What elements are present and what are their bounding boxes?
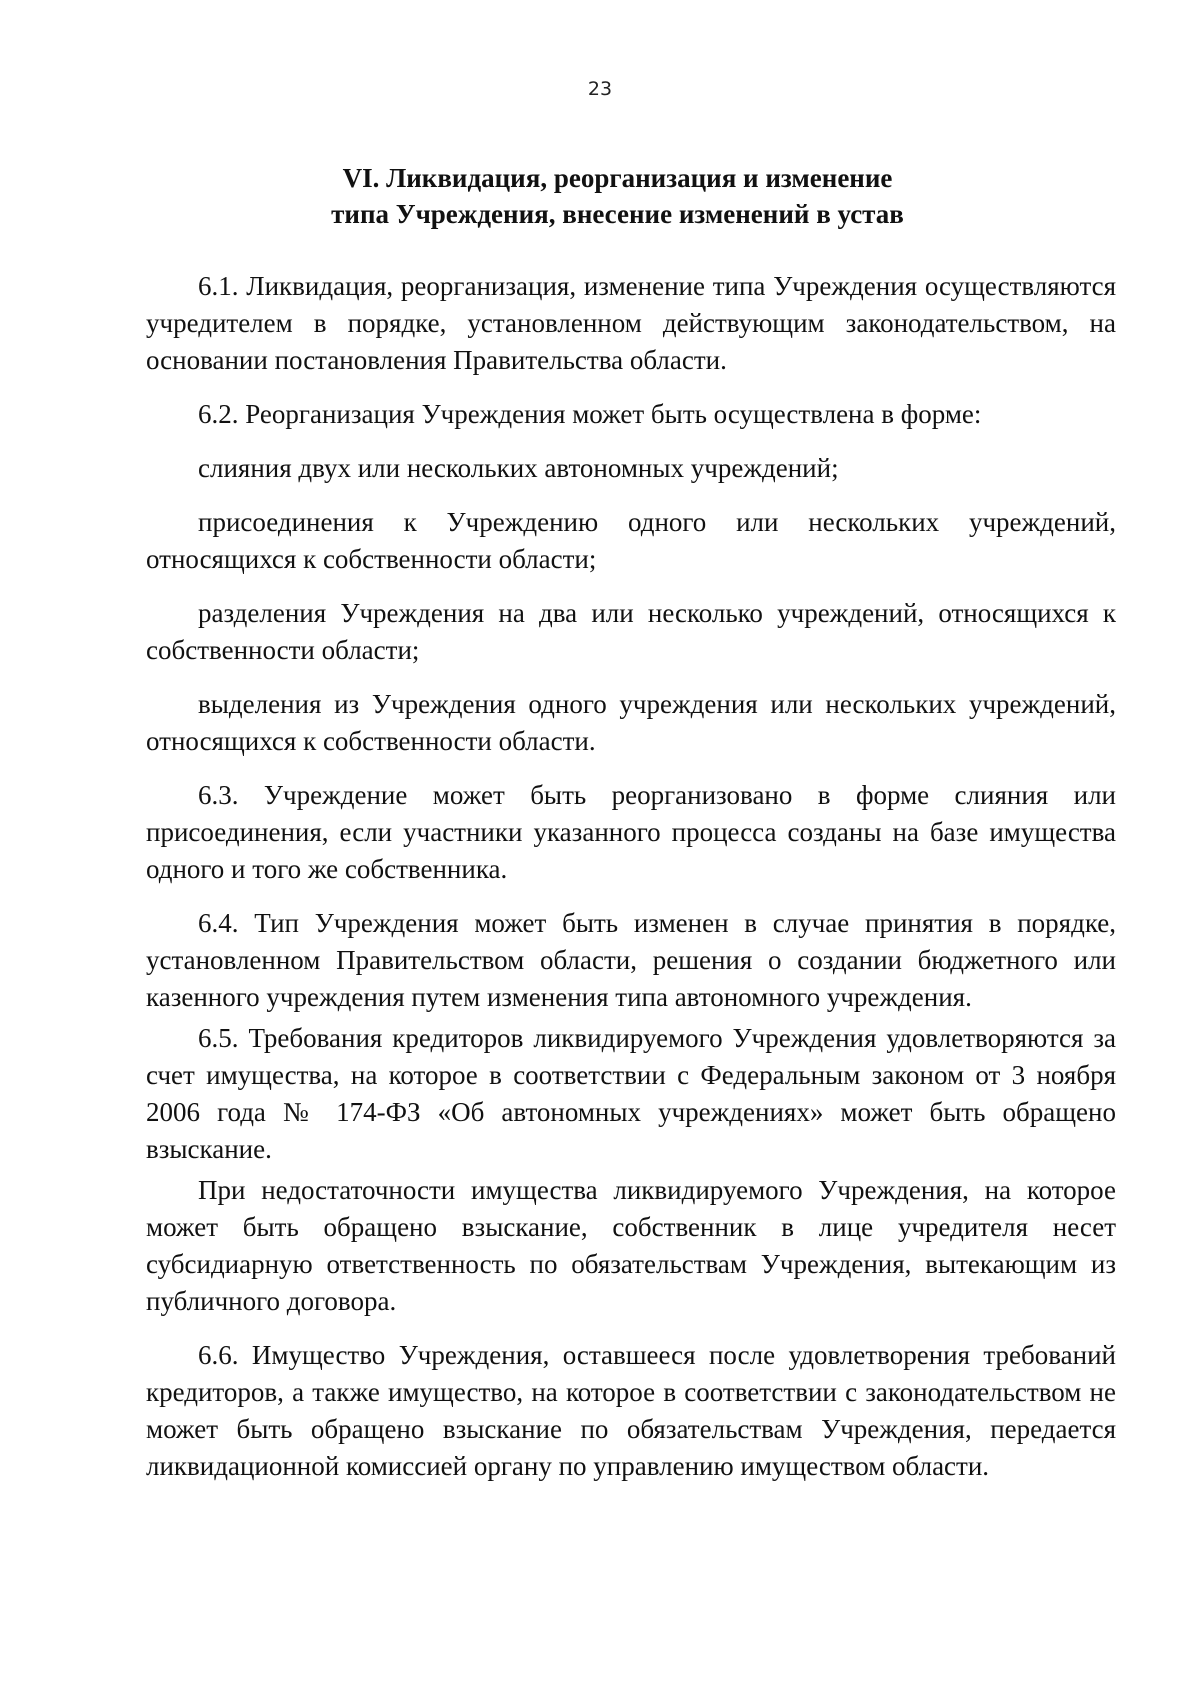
list-item-division: разделения Учреждения на два или несколько учреждений, относящихся к собственности области; <box>146 598 1116 665</box>
list-item-separation: выделения из Учреждения одного учреждения или нескольких учреждений, относящихся к собственности области. <box>146 689 1116 756</box>
page-number: 23 <box>587 78 613 100</box>
paragraph-6-2: 6.2. Реорганизация Учреждения может быть осуществлена в форме: <box>198 399 982 429</box>
paragraph-insufficiency: При недостаточности имущества ликвидируемого Учреждения, на которое может быть обращено взыскание, собственник в лице учредителя несет субсидиарную ответственность по обязательствам Учреждения, вытекающим из публичного договора. <box>146 1175 1116 1316</box>
paragraph-6-6: 6.6. Имущество Учреждения, оставшееся после удовлетворения требований кредиторов, а также имущество, на которое в соответствии с законодательством не может быть обращено взыскание по обязательствам Учреждения, передается ликвидационной комиссией органу по управлению имуществом области. <box>146 1340 1116 1481</box>
section-title-line-1: VI. Ликвидация, реорганизация и изменение <box>342 163 893 193</box>
section-title <box>130 160 1105 232</box>
list-item-accession: присоединения к Учреждению одного или нескольких учреждений, относящихся к собственности области; <box>146 507 1116 574</box>
paragraph-6-5: 6.5. Требования кредиторов ликвидируемого Учреждения удовлетворяются за счет имущества, на которое в соответствии с Федеральным законом от 3 ноября 2006 года № 174-ФЗ «Об автономных учреждениях» может быть обращено взыскание. <box>146 1023 1116 1164</box>
document-body <box>146 268 1116 1485</box>
section-title-line-2: типа Учреждения, внесение изменений в устав <box>331 199 904 229</box>
paragraph-6-4: 6.4. Тип Учреждения может быть изменен в случае принятия в порядке, установленном Правительством области, решения о создании бюджетного или казенного учреждения путем изменения типа автономного учреждения. <box>146 908 1116 1012</box>
list-item-merger: слияния двух или нескольких автономных учреждений; <box>198 453 839 483</box>
paragraph-6-1: 6.1. Ликвидация, реорганизация, изменение типа Учреждения осуществляются учредителем в порядке, установленном действующим законодательством, на основании постановления Правительства области. <box>146 271 1116 375</box>
paragraph-6-3: 6.3. Учреждение может быть реорганизовано в форме слияния или присоединения, если участники указанного процесса созданы на базе имущества одного и того же собственника. <box>146 780 1116 884</box>
